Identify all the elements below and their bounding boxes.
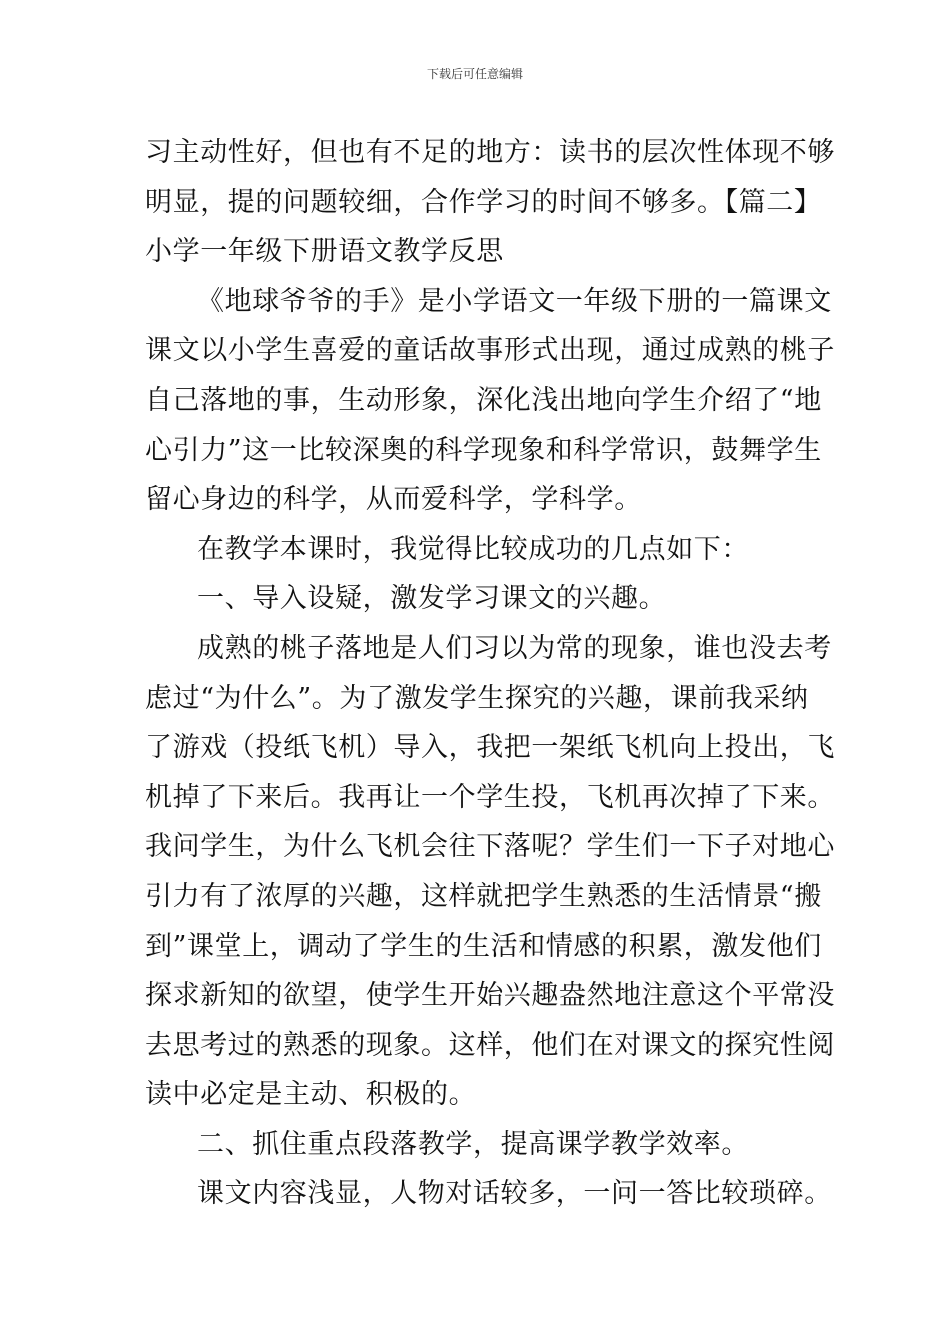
- section-heading: 小学一年级下册语文教学反思: [145, 236, 504, 268]
- text-line: 《地球爷爷的手》是小学语文一年级下册的一篇课文: [197, 285, 832, 317]
- text-line: 引力有了浓厚的兴趣，这样就把学生熟悉的生活情景“搬: [145, 880, 822, 912]
- text-line: 课文内容浅显，人物对话较多，一问一答比较琐碎。: [197, 1178, 832, 1210]
- text-line: 我问学生，为什么飞机会往下落呢？学生们一下子对地心: [145, 831, 835, 863]
- text-line: 探求新知的欲望，使学生开始兴趣盎然地注意这个平常没: [145, 980, 835, 1012]
- text-line: 留心身边的科学，从而爱科学，学科学。: [145, 484, 642, 516]
- text-line: 到”课堂上，调动了学生的生活和情感的积累，激发他们: [145, 930, 822, 962]
- point-heading: 二、抓住重点段落教学，提高课学教学效率。: [197, 1128, 749, 1160]
- text-line: 了游戏（投纸飞机）导入，我把一架纸飞机向上投出，飞: [145, 732, 835, 764]
- text-line: 心引力”这一比较深奥的科学现象和科学常识，鼓舞学生: [145, 434, 822, 466]
- text-line: 虑过“为什么”。为了激发学生探究的兴趣，课前我采纳: [145, 682, 809, 714]
- text-line: 成熟的桃子落地是人们习以为常的现象，谁也没去考: [197, 632, 832, 664]
- text-line: 去思考过的熟悉的现象。这样，他们在对课文的探究性阅: [145, 1029, 835, 1061]
- text-line: 在教学本课时，我觉得比较成功的几点如下：: [197, 533, 749, 565]
- text-line: 习主动性好，但也有不足的地方：读书的层次性体现不够: [145, 137, 835, 168]
- body-text: [145, 128, 835, 1219]
- text-line: 读中必定是主动、积极的。: [145, 1079, 477, 1111]
- point-heading: 一、导入设疑，激发学习课文的兴趣。: [197, 583, 667, 615]
- header-note: 下载后可任意编辑: [426, 67, 523, 81]
- text-line: 课文以小学生喜爱的童话故事形式出现，通过成熟的桃子: [145, 335, 835, 367]
- text-line: 机掉了下来后。我再让一个学生投，飞机再次掉了下来。: [145, 781, 835, 813]
- text-line: 明显，提的问题较细，合作学习的时间不够多。【篇二】: [145, 186, 822, 218]
- text-line: 自己落地的事，生动形象，深化浅出地向学生介绍了“地: [145, 384, 822, 416]
